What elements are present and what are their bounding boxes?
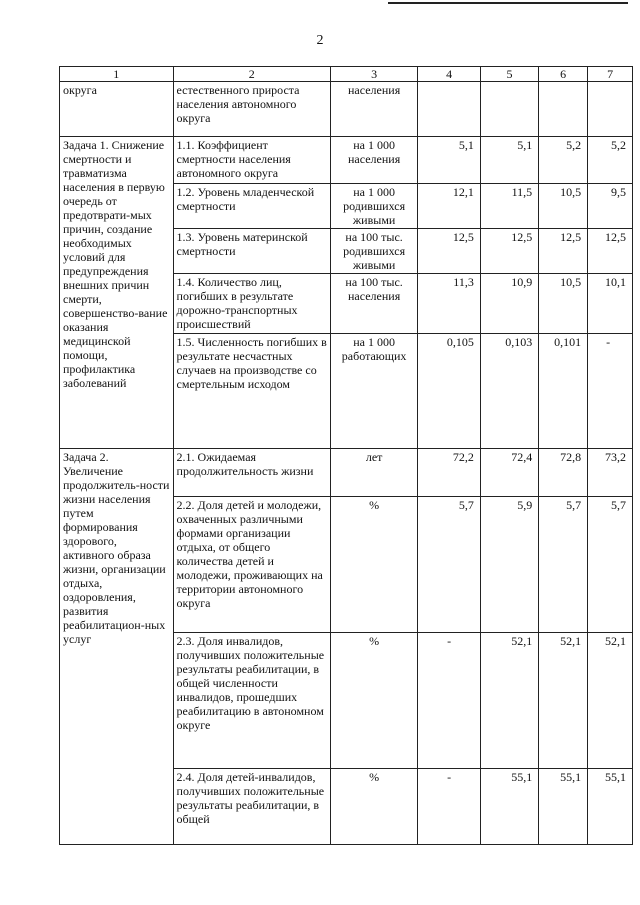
value-cell: 5,2	[539, 137, 588, 184]
value-cell: 12,5	[588, 229, 633, 274]
value-cell: 55,1	[539, 769, 588, 845]
value-cell: 10,9	[480, 274, 538, 334]
header-cell: 5	[480, 67, 538, 82]
value-cell: 73,2	[588, 449, 633, 497]
value-cell: 5,7	[539, 497, 588, 633]
value-cell: 10,5	[539, 274, 588, 334]
header-cell: 2	[173, 67, 330, 82]
value-cell: 72,4	[480, 449, 538, 497]
value-cell	[480, 82, 538, 137]
indicator-cell: 1.3. Уровень материнской смертности	[173, 229, 330, 274]
value-cell: -	[418, 633, 481, 769]
unit-cell: на 100 тыс. населения	[330, 274, 418, 334]
value-cell: 12,5	[539, 229, 588, 274]
task-2-cell: Задача 2. Увеличение продолжитель-ности жизни населения путем формирования здорового, активного образа жизни, организации отдыха, оздоровления, развития реабилитацион-ных услуг	[60, 449, 174, 845]
unit-cell: на 1 000 населения	[330, 137, 418, 184]
unit-cell: на 1 000 работающих	[330, 334, 418, 449]
value-cell	[588, 82, 633, 137]
header-row	[60, 67, 633, 82]
table-row	[60, 137, 633, 184]
indicator-cell: 2.3. Доля инвалидов, получивших положительные результаты реабилитации, в общей численности инвалидов, прошедших реабилитацию в автономном округе	[173, 633, 330, 769]
value-cell: 10,5	[539, 184, 588, 229]
task-cell: округа	[60, 82, 174, 137]
indicator-cell: 2.1. Ожидаемая продолжительность жизни	[173, 449, 330, 497]
value-cell: 11,3	[418, 274, 481, 334]
value-cell	[418, 82, 481, 137]
value-cell: 72,8	[539, 449, 588, 497]
table-row	[60, 82, 633, 137]
value-cell: 10,1	[588, 274, 633, 334]
value-cell: 55,1	[588, 769, 633, 845]
header-cell: 4	[418, 67, 481, 82]
value-cell: 52,1	[539, 633, 588, 769]
value-cell: 72,2	[418, 449, 481, 497]
unit-cell: населения	[330, 82, 418, 137]
header-cell: 6	[539, 67, 588, 82]
value-cell: 5,1	[418, 137, 481, 184]
unit-cell: %	[330, 769, 418, 845]
header-cell: 1	[60, 67, 174, 82]
unit-cell: лет	[330, 449, 418, 497]
value-cell	[539, 82, 588, 137]
indicator-cell: 2.4. Доля детей-инвалидов, получивших положительные результаты реабилитации, в общей	[173, 769, 330, 845]
value-cell: 5,2	[588, 137, 633, 184]
value-cell: -	[588, 334, 633, 449]
indicator-cell: 1.4. Количество лиц, погибших в результате дорожно-транспортных происшествий	[173, 274, 330, 334]
value-cell: 0,103	[480, 334, 538, 449]
top-rule	[388, 2, 628, 4]
value-cell: 52,1	[480, 633, 538, 769]
value-cell: 11,5	[480, 184, 538, 229]
value-cell: -	[418, 769, 481, 845]
value-cell: 9,5	[588, 184, 633, 229]
indicator-cell: 2.2. Доля детей и молодежи, охваченных различными формами организации отдыха, от общего количества детей и молодежи, проживающих на территории автономного округа	[173, 497, 330, 633]
task-1-cell: Задача 1. Снижение смертности и травматизма населения в первую очередь от предотврати-мых причин, создание необходимых условий для предупреждения внешних причин смерти, совершенство-вание оказания медицинской помощи, профилактика заболеваний	[60, 137, 174, 449]
unit-cell: на 1 000 родившихся живыми	[330, 184, 418, 229]
indicator-cell: 1.2. Уровень младенческой смертности	[173, 184, 330, 229]
value-cell: 55,1	[480, 769, 538, 845]
value-cell: 52,1	[588, 633, 633, 769]
value-cell: 5,9	[480, 497, 538, 633]
table-row	[60, 449, 633, 497]
indicator-cell: 1.5. Численность погибших в результате несчастных случаев на производстве со смертельным исходом	[173, 334, 330, 449]
header-cell: 7	[588, 67, 633, 82]
value-cell: 5,7	[418, 497, 481, 633]
value-cell: 0,105	[418, 334, 481, 449]
indicators-table	[59, 66, 633, 845]
value-cell: 12,1	[418, 184, 481, 229]
value-cell: 12,5	[480, 229, 538, 274]
indicator-cell: 1.1. Коэффициент смертности населения автономного округа	[173, 137, 330, 184]
unit-cell: на 100 тыс. родившихся живыми	[330, 229, 418, 274]
value-cell: 5,1	[480, 137, 538, 184]
indicator-cell: естественного прироста населения автономного округа	[173, 82, 330, 137]
unit-cell: %	[330, 497, 418, 633]
unit-cell: %	[330, 633, 418, 769]
page-number: 2	[316, 33, 324, 48]
header-cell: 3	[330, 67, 418, 82]
value-cell: 12,5	[418, 229, 481, 274]
value-cell: 0,101	[539, 334, 588, 449]
value-cell: 5,7	[588, 497, 633, 633]
